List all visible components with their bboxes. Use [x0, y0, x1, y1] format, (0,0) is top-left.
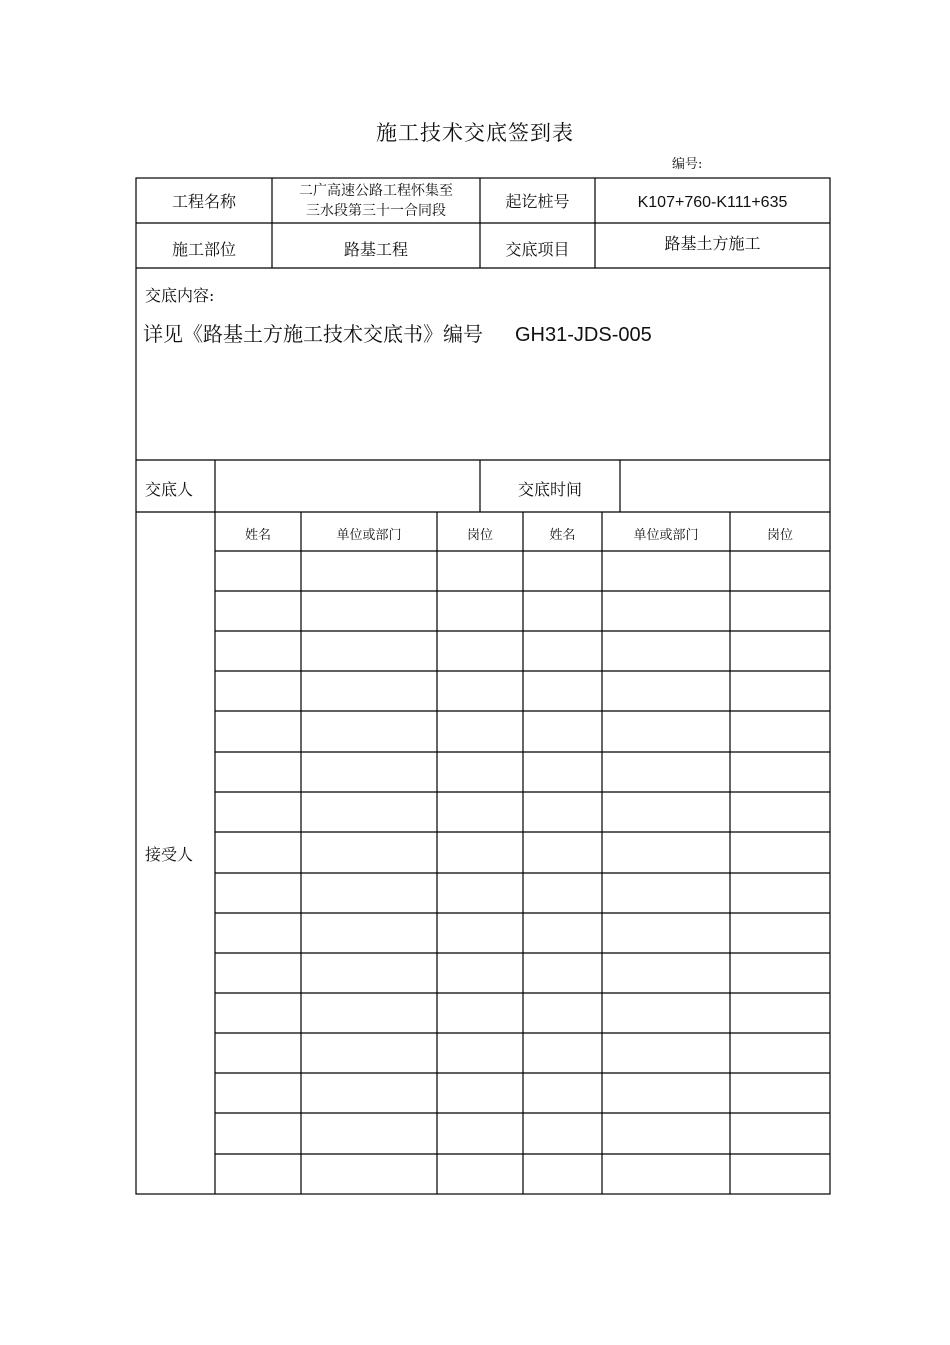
- chainage-value: K107+760-K111+635: [637, 193, 788, 211]
- column-header-department-2: 单位或部门: [633, 528, 699, 543]
- content-description: 详见《路基土方施工技术交底书》编号: [143, 322, 483, 346]
- construction-part-label: 施工部位: [171, 240, 236, 259]
- project-name-value: [272, 178, 480, 223]
- project-name-line2: 三水段第三十一合同段: [306, 202, 446, 219]
- page-title: 施工技术交底签到表: [376, 121, 574, 145]
- column-header-name: 姓名: [244, 528, 271, 543]
- briefing-time-label: 交底时间: [517, 479, 582, 499]
- briefing-item-value: 路基土方施工: [664, 234, 761, 253]
- receiver-label: 接受人: [145, 844, 194, 864]
- project-name-label: 工程名称: [171, 192, 236, 211]
- column-header-position: 岗位: [466, 528, 493, 543]
- content-text: [143, 318, 652, 347]
- briefer-label: 交底人: [145, 479, 194, 499]
- briefer-signature-field[interactable]: [215, 460, 480, 512]
- column-header-department: 单位或部门: [336, 528, 402, 543]
- doc-number-label: 编号:: [672, 157, 703, 172]
- content-code: GH31-JDS-005: [515, 324, 652, 346]
- project-name-line1: 二广高速公路工程怀集至: [299, 182, 453, 199]
- briefing-time-field[interactable]: [620, 460, 830, 512]
- column-header-name-2: 姓名: [549, 528, 576, 543]
- construction-part-value: 路基工程: [343, 240, 408, 259]
- chainage-label: 起讫桩号: [505, 192, 570, 211]
- content-label: 交底内容:: [145, 286, 215, 305]
- column-header-position-2: 岗位: [766, 528, 793, 543]
- receiver-sign-grid[interactable]: [215, 551, 830, 1194]
- briefing-item-label: 交底项目: [505, 240, 570, 259]
